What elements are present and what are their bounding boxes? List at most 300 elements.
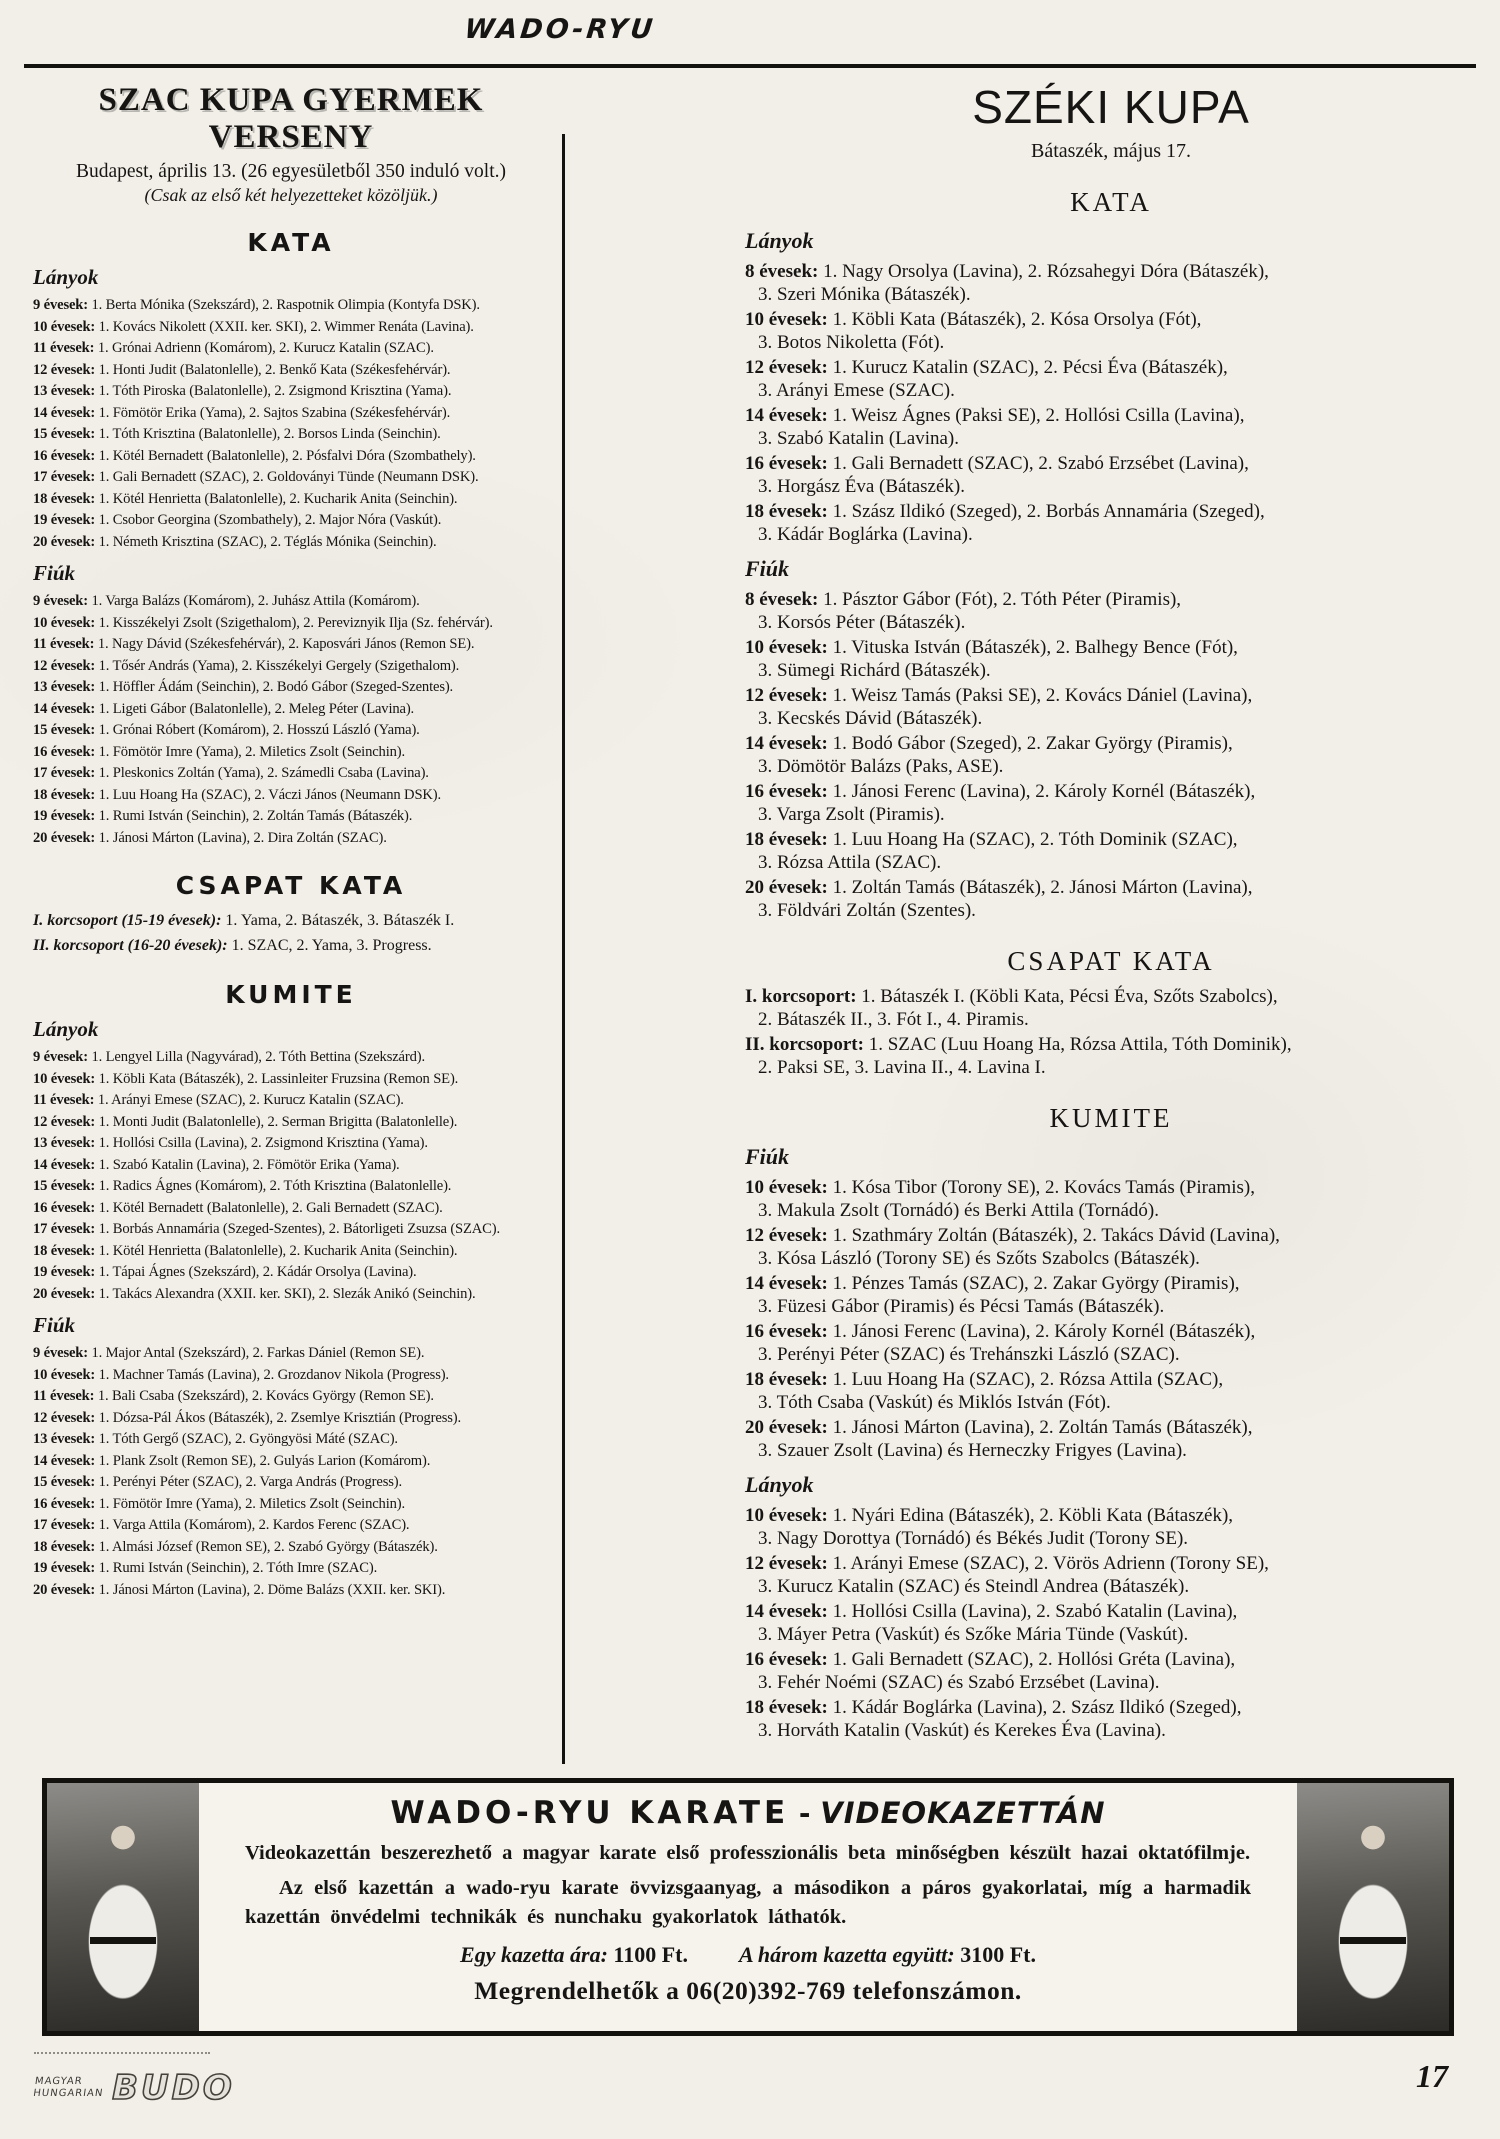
result-text-2: 3. Kecskés Dávid (Bátaszék). bbox=[758, 708, 983, 729]
result-entry bbox=[745, 876, 1477, 922]
result-text: 1. Almási József (Remon SE), 2. Szabó György (Bátaszék). bbox=[98, 1538, 438, 1555]
result-entry bbox=[745, 1696, 1477, 1742]
age-label: 16 évesek: bbox=[745, 1649, 828, 1670]
stamp-magyar: MAGYAR bbox=[34, 2076, 84, 2087]
result-text: 1. Gali Bernadett (SZAC), 2. Szabó Erzsébet (Lavina), bbox=[832, 453, 1249, 474]
result-text: 1. Luu Hoang Ha (SZAC), 2. Váczi János (Neumann DSK). bbox=[98, 786, 442, 803]
age-label: 11 évesek: bbox=[33, 1388, 95, 1404]
result-row bbox=[33, 806, 549, 828]
age-label: 18 évesek: bbox=[33, 490, 96, 507]
left-kata-boys-list bbox=[33, 591, 549, 849]
age-label: 12 évesek: bbox=[745, 1553, 828, 1574]
team-result-entry bbox=[745, 985, 1477, 1031]
result-row bbox=[33, 510, 549, 532]
result-row bbox=[33, 1537, 549, 1559]
age-label: 14 évesek: bbox=[745, 405, 828, 426]
result-entry bbox=[745, 828, 1477, 874]
result-text: 1. Luu Hoang Ha (SZAC), 2. Rózsa Attila (SZAC), bbox=[832, 1369, 1224, 1390]
left-csapat-list bbox=[33, 908, 549, 958]
result-text: 1. Nagy Orsolya (Lavina), 2. Rózsahegyi Dóra (Bátaszék), bbox=[823, 261, 1269, 282]
left-article-subtitle: Budapest, április 13. (26 egyesületből 350 induló volt.) bbox=[75, 161, 507, 182]
age-label: 12 évesek: bbox=[33, 361, 96, 378]
result-text: 1. Kötél Henrietta (Balatonlelle), 2. Kucharik Anita (Seinchin). bbox=[98, 1242, 458, 1259]
result-text: 1. Pénzes Tamás (SZAC), 2. Zakar György (Piramis), bbox=[832, 1273, 1240, 1294]
result-text: 1. Bátaszék I. (Köbli Kata, Pécsi Éva, Szőts Szabolcs), bbox=[861, 986, 1278, 1007]
result-entry bbox=[745, 1368, 1477, 1414]
result-row bbox=[33, 1047, 549, 1069]
result-entry bbox=[745, 1504, 1477, 1550]
result-text: 1. Machner Tamás (Lavina), 2. Grozdanov Nikola (Progress). bbox=[98, 1366, 449, 1383]
result-row bbox=[33, 1365, 549, 1387]
age-label: 18 évesek: bbox=[745, 829, 828, 850]
result-row bbox=[33, 656, 549, 678]
result-text: 1. Kisszékelyi Zsolt (Szigethalom), 2. Pereviznyik Ilja (Sz. fehérvár). bbox=[98, 614, 493, 631]
price1-label: Egy kazetta ára: bbox=[460, 1942, 608, 1967]
result-row bbox=[33, 1408, 549, 1430]
result-entry bbox=[745, 452, 1477, 498]
result-entry bbox=[745, 1224, 1477, 1270]
team-result-row bbox=[33, 908, 549, 933]
age-label: 16 évesek: bbox=[745, 781, 828, 802]
left-kata-girls-label: Lányok bbox=[33, 265, 99, 289]
age-label: 10 évesek: bbox=[745, 1177, 828, 1198]
right-column bbox=[745, 80, 1477, 1744]
age-label: 8 évesek: bbox=[745, 261, 819, 282]
top-rule bbox=[24, 64, 1476, 68]
result-entry bbox=[745, 404, 1477, 450]
result-row bbox=[33, 1494, 549, 1516]
result-text: 1. SZAC, 2. Yama, 3. Progress. bbox=[231, 937, 432, 954]
team-result-entry bbox=[745, 1033, 1477, 1079]
result-text: 1. Köbli Kata (Bátaszék), 2. Lassinleiter Fruzsina (Remon SE). bbox=[98, 1070, 459, 1087]
age-label: 10 évesek: bbox=[745, 1505, 828, 1526]
result-text: 1. Major Antal (Szekszárd), 2. Farkas Dániel (Remon SE). bbox=[91, 1345, 425, 1361]
result-row bbox=[33, 1069, 549, 1091]
age-label: 18 évesek: bbox=[745, 1369, 828, 1390]
result-entry bbox=[745, 500, 1477, 546]
result-text-2: 3. Korsós Péter (Bátaszék). bbox=[758, 612, 966, 633]
age-label: 10 évesek: bbox=[745, 637, 828, 658]
result-row bbox=[33, 317, 549, 339]
result-entry bbox=[745, 732, 1477, 778]
result-entry bbox=[745, 260, 1477, 306]
group-label: I. korcsoport: bbox=[745, 986, 857, 1007]
result-text-2: 3. Perényi Péter (SZAC) és Trehánszki László (SZAC). bbox=[758, 1344, 1180, 1365]
age-label: 11 évesek: bbox=[33, 636, 95, 652]
age-label: 8 évesek: bbox=[745, 589, 819, 610]
price1-value: 1100 Ft. bbox=[613, 1942, 688, 1967]
result-text: 1. Varga Balázs (Komárom), 2. Juhász Attila (Komárom). bbox=[91, 593, 420, 609]
result-row bbox=[33, 1451, 549, 1473]
result-row bbox=[33, 591, 549, 613]
result-text-2: 3. Kósa László (Torony SE) és Szőts Szabolcs (Bátaszék). bbox=[758, 1248, 1200, 1269]
ad-price-line bbox=[245, 1942, 1251, 1968]
age-label: 18 évesek: bbox=[33, 786, 96, 803]
age-label: 14 évesek: bbox=[33, 700, 96, 717]
age-label: 13 évesek: bbox=[33, 383, 96, 399]
age-label: 19 évesek: bbox=[33, 1264, 96, 1280]
result-row bbox=[33, 1198, 549, 1220]
result-row bbox=[33, 720, 549, 742]
result-text-2: 3. Szauer Zsolt (Lavina) és Herneczky Frigyes (Lavina). bbox=[758, 1440, 1187, 1461]
result-text: 1. Pásztor Gábor (Fót), 2. Tóth Péter (Piramis), bbox=[823, 589, 1182, 610]
result-text-2: 2. Bátaszék II., 3. Fót I., 4. Piramis. bbox=[758, 1009, 1029, 1030]
result-row bbox=[33, 1155, 549, 1177]
result-text: 1. Takács Alexandra (XXII. ker. SKI), 2. Slezák Anikó (Seinchin). bbox=[98, 1285, 476, 1302]
result-entry bbox=[745, 588, 1477, 634]
result-row bbox=[33, 446, 549, 468]
price2-label: A három kazetta együtt: bbox=[738, 1942, 955, 1967]
age-label: 20 évesek: bbox=[745, 1417, 828, 1438]
result-text-2: 3. Kurucz Katalin (SZAC) és Steindl Andrea (Bátaszék). bbox=[758, 1576, 1190, 1597]
result-text: 1. Gali Bernadett (SZAC), 2. Hollósi Gréta (Lavina), bbox=[832, 1649, 1236, 1670]
result-text: 1. Nagy Dávid (Székesfehérvár), 2. Kaposvári János (Remon SE). bbox=[97, 636, 475, 652]
result-row bbox=[33, 403, 549, 425]
result-text-2: 3. Arányi Emese (SZAC). bbox=[758, 380, 955, 401]
karate-photo-right bbox=[1297, 1783, 1449, 2031]
age-label: 12 évesek: bbox=[745, 1225, 828, 1246]
age-label: 14 évesek: bbox=[745, 1273, 828, 1294]
result-text: 1. Grónai Róbert (Komárom), 2. Hosszú László (Yama). bbox=[98, 722, 420, 738]
result-text-2: 3. Horgász Éva (Bátaszék). bbox=[758, 476, 965, 497]
age-label: 15 évesek: bbox=[33, 1474, 96, 1490]
page-number: 17 bbox=[1416, 2058, 1448, 2094]
age-label: 11 évesek: bbox=[33, 1092, 95, 1108]
left-column bbox=[33, 82, 549, 1601]
result-text: 1. Ligeti Gábor (Balatonlelle), 2. Meleg Péter (Lavina). bbox=[98, 700, 415, 717]
result-row bbox=[33, 634, 549, 656]
left-article-title: SZAC KUPA GYERMEK VERSENY bbox=[98, 82, 484, 155]
result-text: 1. Jánosi Ferenc (Lavina), 2. Károly Kornél (Bátaszék), bbox=[832, 1321, 1256, 1342]
age-label: 12 évesek: bbox=[33, 1113, 96, 1130]
result-text: 1. Vituska István (Bátaszék), 2. Balhegy Bence (Fót), bbox=[832, 637, 1238, 658]
ad-paragraph-1: Videokazettán beszerezhető a magyar karate első professzionális beta minőségben készült hazai oktatófilmje. bbox=[245, 1842, 1251, 1864]
result-text: 1. Jánosi Ferenc (Lavina), 2. Károly Kornél (Bátaszék), bbox=[832, 781, 1256, 802]
result-text: 1. Kovács Nikolett (XXII. ker. SKI), 2. Wimmer Renáta (Lavina). bbox=[98, 318, 474, 335]
result-text: 1. Kötél Bernadett (Balatonlelle), 2. Pósfalvi Dóra (Szombathely). bbox=[98, 447, 476, 464]
result-text: 1. Weisz Tamás (Paksi SE), 2. Kovács Dániel (Lavina), bbox=[832, 685, 1253, 706]
result-row bbox=[33, 360, 549, 382]
karate-photo-left bbox=[47, 1783, 199, 2031]
result-text-2: 3. Nagy Dorottya (Tornádó) és Békés Judit (Torony SE). bbox=[758, 1528, 1189, 1549]
result-text: 1. Köbli Kata (Bátaszék), 2. Kósa Orsolya (Fót), bbox=[832, 309, 1202, 330]
age-label: 14 évesek: bbox=[745, 733, 828, 754]
age-label: 13 évesek: bbox=[33, 1135, 96, 1151]
result-entry bbox=[745, 1552, 1477, 1598]
age-label: 16 évesek: bbox=[745, 1321, 828, 1342]
left-kumite-boys-list bbox=[33, 1343, 549, 1601]
age-label: 12 évesek: bbox=[33, 657, 96, 674]
age-label: 17 évesek: bbox=[33, 1517, 96, 1533]
age-label: 18 évesek: bbox=[745, 501, 828, 522]
stamp-words bbox=[32, 2076, 106, 2100]
right-article-subtitle: Bátaszék, május 17. bbox=[1031, 140, 1191, 162]
result-row bbox=[33, 1515, 549, 1537]
result-text: 1. Csobor Georgina (Szombathely), 2. Major Nóra (Vaskút). bbox=[98, 512, 442, 528]
result-row bbox=[33, 763, 549, 785]
age-label: 19 évesek: bbox=[33, 1560, 96, 1576]
right-article-title: SZÉKI KUPA bbox=[972, 81, 1250, 133]
result-text: 1. Kötél Bernadett (Balatonlelle), 2. Gali Bernadett (SZAC). bbox=[98, 1199, 443, 1216]
result-row bbox=[33, 295, 549, 317]
age-label: 10 évesek: bbox=[745, 309, 828, 330]
result-text: 1. Honti Judit (Balatonlelle), 2. Benkő Kata (Székesfehérvár). bbox=[98, 361, 451, 378]
result-text: 1. Arányi Emese (SZAC), 2. Vörös Adrienn (Torony SE), bbox=[832, 1553, 1269, 1574]
ad-title-main: WADO-RYU KARATE bbox=[390, 1795, 790, 1831]
result-row bbox=[33, 1429, 549, 1451]
result-row bbox=[33, 1472, 549, 1494]
age-label: 13 évesek: bbox=[33, 679, 96, 695]
result-text: 1. Radics Ágnes (Komárom), 2. Tóth Krisztina (Balatonlelle). bbox=[98, 1178, 452, 1194]
result-text: 1. Lengyel Lilla (Nagyvárad), 2. Tóth Bettina (Szekszárd). bbox=[91, 1049, 425, 1065]
result-text: 1. Dózsa-Pál Ákos (Bátaszék), 2. Zsemlye Krisztián (Progress). bbox=[98, 1409, 461, 1426]
age-label: 11 évesek: bbox=[33, 340, 95, 356]
result-text: 1. Hollósi Csilla (Lavina), 2. Szabó Katalin (Lavina), bbox=[832, 1601, 1238, 1622]
magazine-stamp bbox=[34, 2052, 235, 2108]
age-label: 16 évesek: bbox=[33, 1495, 96, 1512]
result-text: 1. Fömötör Erika (Yama), 2. Sajtos Szabina (Székesfehérvár). bbox=[98, 404, 451, 421]
result-text: 1. Németh Krisztina (SZAC), 2. Téglás Mónika (Seinchin). bbox=[98, 533, 437, 550]
result-text-2: 3. Kádár Boglárka (Lavina). bbox=[758, 524, 973, 545]
result-text: 1. Pleskonics Zoltán (Yama), 2. Számedli Csaba (Lavina). bbox=[98, 765, 429, 781]
result-text-2: 3. Földvári Zoltán (Szentes). bbox=[758, 900, 976, 921]
age-label: 20 évesek: bbox=[33, 1285, 96, 1302]
result-text-2: 3. Dömötör Balázs (Paks, ASE). bbox=[758, 756, 1004, 777]
result-row bbox=[33, 1241, 549, 1263]
result-text-2: 3. Rózsa Attila (SZAC). bbox=[758, 852, 942, 873]
result-row bbox=[33, 1343, 549, 1365]
age-label: 14 évesek: bbox=[33, 1156, 96, 1173]
video-ad-box bbox=[42, 1778, 1454, 2036]
result-entry bbox=[745, 356, 1477, 402]
result-row bbox=[33, 613, 549, 635]
ad-order-line: Megrendelhetők a 06(20)392-769 telefonszámon. bbox=[474, 1976, 1022, 2005]
result-text: 1. Kötél Henrietta (Balatonlelle), 2. Kucharik Anita (Seinchin). bbox=[98, 490, 458, 507]
right-kumite-girls-label: Lányok bbox=[745, 1472, 814, 1497]
result-text: 1. Yama, 2. Bátaszék, 3. Bátaszék I. bbox=[225, 912, 455, 929]
budo-logo: BUDO bbox=[112, 2068, 235, 2108]
result-entry bbox=[745, 1600, 1477, 1646]
result-text: 1. Kádár Boglárka (Lavina), 2. Szász Ildikó (Szeged), bbox=[832, 1697, 1242, 1718]
result-text: 1. Monti Judit (Balatonlelle), 2. Serman Brigitta (Balatonlelle). bbox=[98, 1113, 458, 1130]
result-text: 1. Weisz Ágnes (Paksi SE), 2. Hollósi Csilla (Lavina), bbox=[832, 405, 1245, 426]
left-kata-girls-list bbox=[33, 295, 549, 553]
result-text: 1. Jánosi Márton (Lavina), 2. Zoltán Tamás (Bátaszék), bbox=[832, 1417, 1253, 1438]
result-entry bbox=[745, 636, 1477, 682]
result-text: 1. Arányi Emese (SZAC), 2. Kurucz Katalin (SZAC). bbox=[97, 1092, 404, 1108]
result-text: 1. Nyári Edina (Bátaszék), 2. Köbli Kata (Bátaszék), bbox=[832, 1505, 1234, 1526]
age-label: 15 évesek: bbox=[33, 722, 96, 738]
age-label: 9 évesek: bbox=[33, 593, 88, 609]
age-label: 9 évesek: bbox=[33, 1049, 88, 1065]
age-label: 20 évesek: bbox=[745, 877, 828, 898]
result-text: 1. Perényi Péter (SZAC), 2. Varga András (Progress). bbox=[98, 1474, 402, 1490]
result-entry bbox=[745, 1320, 1477, 1366]
result-row bbox=[33, 1133, 549, 1155]
age-label: 16 évesek: bbox=[33, 447, 96, 464]
group-label: I. korcsoport (15-19 évesek): bbox=[33, 912, 222, 929]
age-label: 16 évesek: bbox=[745, 453, 828, 474]
age-label: 12 évesek: bbox=[33, 1409, 96, 1426]
age-label: 14 évesek: bbox=[33, 404, 96, 421]
result-text: 1. Bodó Gábor (Szeged), 2. Zakar György (Piramis), bbox=[832, 733, 1233, 754]
result-row bbox=[33, 1112, 549, 1134]
result-text-2: 3. Szeri Mónika (Bátaszék). bbox=[758, 284, 971, 305]
right-kumite-boys-list bbox=[745, 1176, 1477, 1462]
result-text: 1. Rumi István (Seinchin), 2. Zoltán Tamás (Bátaszék). bbox=[98, 808, 413, 824]
age-label: 14 évesek: bbox=[33, 1452, 96, 1469]
result-row bbox=[33, 828, 549, 850]
age-label: 16 évesek: bbox=[33, 743, 96, 760]
result-text: 1. Grónai Adrienn (Komárom), 2. Kurucz Katalin (SZAC). bbox=[97, 340, 434, 356]
result-text: 1. Tősér András (Yama), 2. Kisszékelyi Gergely (Szigethalom). bbox=[98, 657, 460, 674]
result-row bbox=[33, 1262, 549, 1284]
ad-title-separator: - bbox=[789, 1797, 821, 1830]
result-entry bbox=[745, 1176, 1477, 1222]
result-text: 1. Tóth Gergő (SZAC), 2. Gyöngyösi Máté (SZAC). bbox=[98, 1431, 398, 1447]
right-csapat-header: CSAPAT KATA bbox=[1007, 946, 1215, 976]
result-entry bbox=[745, 308, 1477, 354]
stamp-hungarian: HUNGARIAN bbox=[32, 2088, 105, 2099]
result-text: 1. Szathmáry Zoltán (Bátaszék), 2. Takács Dávid (Lavina), bbox=[832, 1225, 1280, 1246]
result-text: 1. Zoltán Tamás (Bátaszék), 2. Jánosi Márton (Lavina), bbox=[832, 877, 1253, 898]
age-label: 9 évesek: bbox=[33, 1345, 88, 1361]
result-text: 1. Gali Bernadett (SZAC), 2. Goldoványi Tünde (Neumann DSK). bbox=[98, 469, 479, 485]
result-text: 1. Borbás Annamária (Szeged-Szentes), 2. Bátorligeti Zsuzsa (SZAC). bbox=[98, 1221, 500, 1237]
right-csapat-list bbox=[745, 985, 1477, 1079]
age-label: 10 évesek: bbox=[33, 318, 96, 335]
age-label: 19 évesek: bbox=[33, 808, 96, 824]
left-article-note: (Csak az első két helyezetteket közöljük.) bbox=[144, 185, 438, 205]
result-row bbox=[33, 338, 549, 360]
ad-paragraph-2: Az első kazettán a wado-ryu karate övvizsgaanyag, a másodikon a páros gyakorlatai, míg a harmadik kazettán önvédelmi technikák és nunchaku gyakorlatok láthatók. bbox=[245, 1877, 1251, 1928]
result-text-2: 3. Tóth Csaba (Vaskút) és Miklós István (Fót). bbox=[758, 1392, 1111, 1413]
left-kumite-header: KUMITE bbox=[225, 980, 357, 1009]
result-row bbox=[33, 1386, 549, 1408]
group-label: II. korcsoport: bbox=[745, 1034, 864, 1055]
result-row bbox=[33, 467, 549, 489]
result-row bbox=[33, 742, 549, 764]
left-kata-header: KATA bbox=[247, 228, 335, 257]
age-label: 13 évesek: bbox=[33, 1431, 96, 1447]
result-text: 1. Luu Hoang Ha (SZAC), 2. Tóth Dominik (SZAC), bbox=[832, 829, 1238, 850]
age-label: 10 évesek: bbox=[33, 1070, 96, 1087]
result-row bbox=[33, 785, 549, 807]
result-row bbox=[33, 1580, 549, 1602]
result-text: 1. Tápai Ágnes (Szekszárd), 2. Kádár Orsolya (Lavina). bbox=[98, 1264, 417, 1280]
result-text-2: 3. Sümegi Richárd (Bátaszék). bbox=[758, 660, 991, 681]
ad-content bbox=[199, 1783, 1297, 2031]
result-text-2: 3. Botos Nikoletta (Fót). bbox=[758, 332, 945, 353]
group-label: II. korcsoport (16-20 évesek): bbox=[33, 937, 228, 954]
age-label: 20 évesek: bbox=[33, 1581, 96, 1598]
left-kumite-girls-list bbox=[33, 1047, 549, 1305]
age-label: 12 évesek: bbox=[745, 357, 828, 378]
result-text-2: 3. Makula Zsolt (Tornádó) és Berki Attila (Tornádó). bbox=[758, 1200, 1159, 1221]
result-text: 1. Rumi István (Seinchin), 2. Tóth Imre (SZAC). bbox=[98, 1560, 378, 1576]
result-text: 1. Szász Ildikó (Szeged), 2. Borbás Annamária (Szeged), bbox=[832, 501, 1265, 522]
right-kata-header: KATA bbox=[1070, 187, 1152, 217]
result-row bbox=[33, 1284, 549, 1306]
result-text: 1. Höffler Ádám (Seinchin), 2. Bodó Gábor (Szeged-Szentes). bbox=[98, 679, 454, 695]
result-text: 1. Jánosi Márton (Lavina), 2. Döme Balázs (XXII. ker. SKI). bbox=[98, 1581, 446, 1598]
result-text: 1. Tóth Krisztina (Balatonlelle), 2. Borsos Linda (Seinchin). bbox=[98, 426, 441, 442]
age-label: 20 évesek: bbox=[33, 533, 96, 550]
column-divider bbox=[562, 134, 565, 1764]
result-text: 1. Hollósi Csilla (Lavina), 2. Zsigmond Krisztina (Yama). bbox=[98, 1135, 428, 1151]
result-entry bbox=[745, 684, 1477, 730]
result-row bbox=[33, 381, 549, 403]
age-label: 9 évesek: bbox=[33, 297, 88, 313]
right-kumite-girls-list bbox=[745, 1504, 1477, 1742]
result-text-2: 3. Fehér Noémi (SZAC) és Szabó Erzsébet (Lavina). bbox=[758, 1672, 1160, 1693]
result-row bbox=[33, 699, 549, 721]
age-label: 20 évesek: bbox=[33, 829, 96, 846]
result-row bbox=[33, 532, 549, 554]
result-text: 1. Fömötör Imre (Yama), 2. Miletics Zsolt (Seinchin). bbox=[98, 743, 405, 760]
result-text: 1. Jánosi Márton (Lavina), 2. Dira Zoltán (SZAC). bbox=[98, 829, 387, 846]
result-entry bbox=[745, 1416, 1477, 1462]
right-kumite-boys-label: Fiúk bbox=[745, 1144, 790, 1169]
age-label: 10 évesek: bbox=[33, 1366, 96, 1383]
result-text: 1. Tóth Piroska (Balatonlelle), 2. Zsigmond Krisztina (Yama). bbox=[98, 383, 452, 399]
age-label: 12 évesek: bbox=[745, 685, 828, 706]
result-text-2: 2. Paksi SE, 3. Lavina II., 4. Lavina I. bbox=[758, 1057, 1046, 1078]
stamp-smallprint bbox=[34, 2052, 210, 2054]
result-row bbox=[33, 677, 549, 699]
age-label: 18 évesek: bbox=[33, 1242, 96, 1259]
age-label: 18 évesek: bbox=[33, 1538, 96, 1555]
result-entry bbox=[745, 1648, 1477, 1694]
result-text: 1. Bali Csaba (Szekszárd), 2. Kovács György (Remon SE). bbox=[97, 1388, 434, 1404]
result-row bbox=[33, 424, 549, 446]
result-text: 1. SZAC (Luu Hoang Ha, Rózsa Attila, Tóth Dominik), bbox=[868, 1034, 1292, 1055]
left-csapat-header: CSAPAT KATA bbox=[175, 871, 407, 900]
result-text: 1. Berta Mónika (Szekszárd), 2. Raspotnik Olimpia (Kontyfa DSK). bbox=[91, 297, 480, 313]
result-entry bbox=[745, 780, 1477, 826]
price2-value: 3100 Ft. bbox=[960, 1942, 1036, 1967]
page-header-tag: WADO-RYU bbox=[463, 14, 657, 45]
team-result-row bbox=[33, 933, 549, 958]
result-text: 1. Kósa Tibor (Torony SE), 2. Kovács Tamás (Piramis), bbox=[832, 1177, 1255, 1198]
result-text-2: 3. Varga Zsolt (Piramis). bbox=[758, 804, 945, 825]
left-kata-boys-label: Fiúk bbox=[33, 561, 76, 585]
right-kata-girls-label: Lányok bbox=[745, 228, 814, 253]
age-label: 15 évesek: bbox=[33, 426, 96, 442]
age-label: 17 évesek: bbox=[33, 765, 96, 781]
right-kata-boys-label: Fiúk bbox=[745, 556, 790, 581]
age-label: 14 évesek: bbox=[745, 1601, 828, 1622]
left-kumite-boys-label: Fiúk bbox=[33, 1313, 76, 1337]
result-text: 1. Fömötör Imre (Yama), 2. Miletics Zsolt (Seinchin). bbox=[98, 1495, 405, 1512]
right-kumite-header: KUMITE bbox=[1049, 1103, 1173, 1133]
result-row bbox=[33, 1176, 549, 1198]
age-label: 16 évesek: bbox=[33, 1199, 96, 1216]
age-label: 17 évesek: bbox=[33, 1221, 96, 1237]
age-label: 18 évesek: bbox=[745, 1697, 828, 1718]
age-label: 17 évesek: bbox=[33, 469, 96, 485]
result-text: 1. Varga Attila (Komárom), 2. Kardos Ferenc (SZAC). bbox=[98, 1517, 410, 1533]
age-label: 19 évesek: bbox=[33, 512, 96, 528]
result-text: 1. Kurucz Katalin (SZAC), 2. Pécsi Éva (Bátaszék), bbox=[832, 357, 1228, 378]
result-text: 1. Szabó Katalin (Lavina), 2. Fömötör Erika (Yama). bbox=[98, 1156, 400, 1173]
ad-title-sub: VIDEOKAZETTÁN bbox=[820, 1796, 1106, 1830]
left-kumite-girls-label: Lányok bbox=[33, 1017, 99, 1041]
result-text-2: 3. Horváth Katalin (Vaskút) és Kerekes Éva (Lavina). bbox=[758, 1720, 1166, 1741]
result-row bbox=[33, 1090, 549, 1112]
result-row bbox=[33, 489, 549, 511]
right-kata-boys-list bbox=[745, 588, 1477, 922]
